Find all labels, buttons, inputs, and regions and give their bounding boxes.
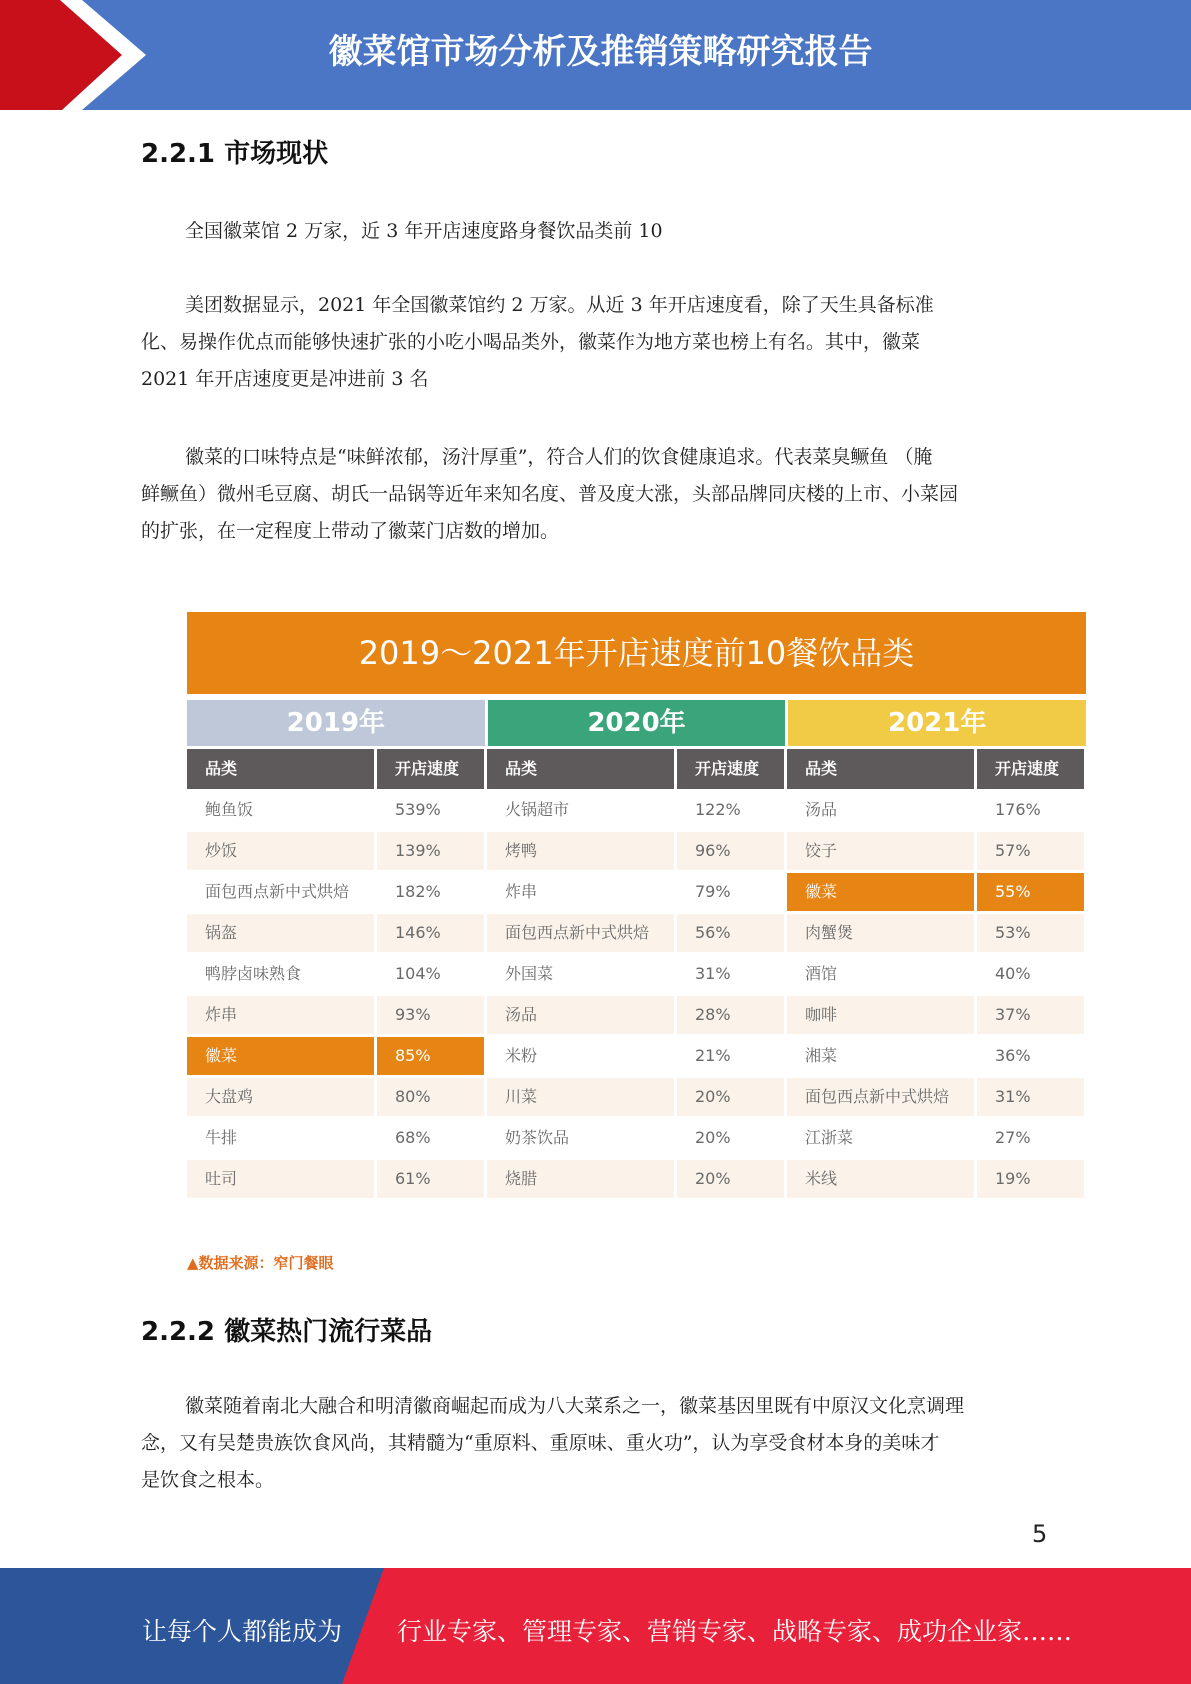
table-cell-speed: 93% [377, 996, 484, 1034]
table-cell-category: 吐司 [187, 1160, 374, 1198]
table-cell-speed: 27% [995, 1128, 1031, 1147]
table-cell-speed: 68% [395, 1128, 431, 1147]
ranking-table [187, 612, 1086, 1199]
table-cell-category: 炸串 [187, 996, 374, 1034]
data-source-note: ▲数据来源：窄门餐眼 [187, 1254, 334, 1272]
table-cell-speed: 19% [977, 1160, 1084, 1198]
table-cell-category: 咖啡 [787, 996, 974, 1034]
table-cell-category: 江浙菜 [805, 1128, 854, 1147]
footer-slogan-left: 让每个人都能成为 [142, 1617, 343, 1646]
table-row [187, 1118, 1086, 1158]
table-cell-category: 鲍鱼饭 [205, 800, 254, 819]
table-cell-speed: 61% [377, 1160, 484, 1198]
table-cell-speed: 146% [377, 914, 484, 952]
column-header-category: 品类 [787, 749, 974, 789]
table-cell-category: 米线 [787, 1160, 974, 1198]
table-row [187, 913, 1086, 953]
table-title: 2019～2021年开店速度前10餐饮品类 [187, 612, 1086, 694]
table-cell-category: 汤品 [805, 800, 838, 819]
year-2020: 2020年 [488, 700, 786, 746]
page-header [0, 0, 1191, 110]
text-line: 鲜鳜鱼）微州毛豆腐、胡氏一品锅等近年来知名度、普及度大涨，头部品牌同庆楼的上市、小菜园 [141, 483, 959, 505]
table-cell-speed: 122% [695, 800, 741, 819]
table-cell-category: 米粉 [505, 1046, 538, 1065]
text-line [141, 1388, 1056, 1425]
table-cell-category: 烤鸭 [487, 832, 674, 870]
year-2021: 2021年 [788, 700, 1086, 746]
table-cell-category: 肉蟹煲 [787, 914, 974, 952]
text-line: 2021 年开店速度更是冲进前 3 名 [141, 368, 429, 390]
table-cell-speed: 182% [395, 882, 441, 901]
table-cell-category: 炸串 [505, 882, 538, 901]
text-line-content: 徽菜随着南北大融合和明清徽商崛起而成为八大菜系之一，徽菜基因里既有中原汉文化烹调理 [185, 1395, 965, 1417]
table-cell-speed: 31% [695, 964, 731, 983]
table-cell-speed: 56% [677, 914, 784, 952]
table-cell-speed: 21% [695, 1046, 731, 1065]
table-cell-category: 酒馆 [805, 964, 838, 983]
table-cell-category: 川菜 [487, 1078, 674, 1116]
year-2019: 2019年 [187, 700, 485, 746]
table-cell-category: 面包西点新中式烘焙 [487, 914, 674, 952]
paragraph-cuisine-history [141, 1388, 1056, 1499]
table-row [187, 831, 1086, 871]
table-row [187, 954, 1086, 994]
text-line [141, 287, 1056, 324]
table-cell-speed: 36% [995, 1046, 1031, 1065]
column-header-category: 品类 [487, 749, 674, 789]
text-line-content: 美团数据显示，2021 年全国徽菜馆约 2 万家。从近 3 年开店速度看，除了天生具备标准 [185, 294, 934, 316]
table-cell-category: 湘菜 [805, 1046, 838, 1065]
table-cell-category: 奶茶饮品 [505, 1128, 570, 1147]
paragraph-meituan-data [141, 287, 1056, 398]
table-cell-speed: 176% [995, 800, 1041, 819]
table-cell-speed: 96% [677, 832, 784, 870]
text-line: 是饮食之根本。 [141, 1469, 275, 1491]
table-cell-speed: 80% [377, 1078, 484, 1116]
report-title: 徽菜馆市场分析及推销策略研究报告 [328, 32, 873, 72]
table-body [187, 790, 1086, 1199]
text-line: 化、易操作优点而能够快速扩张的小吃小喝品类外，徽菜作为地方菜也榜上有名。其中，徽菜 [141, 331, 921, 353]
table-cell-speed: 37% [977, 996, 1084, 1034]
table-cell-category: 徽菜 [787, 873, 974, 911]
column-header-row [187, 749, 1086, 789]
table-cell-category: 饺子 [787, 832, 974, 870]
text-line: 的扩张，在一定程度上带动了徽菜门店数的增加。 [141, 520, 560, 542]
section-heading-market-status: 2.2.1 市场现状 [141, 139, 329, 169]
table-cell-category: 鸭脖卤味熟食 [205, 964, 302, 983]
table-row [187, 995, 1086, 1035]
text-line-content: 徽菜的口味特点是“味鲜浓郁，汤汁厚重”，符合人们的饮食健康追求。代表菜臭鳜鱼 （腌 [185, 446, 933, 468]
table-cell-speed: 40% [995, 964, 1031, 983]
table-cell-speed: 539% [395, 800, 441, 819]
table-row [187, 872, 1086, 912]
year-header-row [187, 700, 1086, 746]
column-header-speed: 开店速度 [677, 749, 784, 789]
table-cell-category: 面包西点新中式烘焙 [205, 882, 350, 901]
table-cell-speed: 20% [695, 1128, 731, 1147]
column-header-speed: 开店速度 [377, 749, 484, 789]
table-cell-category: 面包西点新中式烘焙 [787, 1078, 974, 1116]
table-cell-speed: 31% [977, 1078, 1084, 1116]
table-cell-category: 烧腊 [487, 1160, 674, 1198]
paragraph-summary-text: 全国徽菜馆 2 万家，近 3 年开店速度路身餐饮品类前 10 [185, 220, 663, 242]
table-cell-speed: 55% [977, 873, 1084, 911]
table-cell-speed: 85% [377, 1037, 484, 1075]
table-cell-speed: 53% [977, 914, 1084, 952]
table-row [187, 1159, 1086, 1199]
column-header-category: 品类 [187, 749, 374, 789]
table-cell-category: 外国菜 [505, 964, 554, 983]
table-cell-category: 牛排 [205, 1128, 238, 1147]
table-cell-category: 火锅超市 [505, 800, 570, 819]
column-header-speed: 开店速度 [977, 749, 1084, 789]
paragraph-summary [141, 213, 1056, 250]
table-cell-speed: 79% [695, 882, 731, 901]
table-row [187, 1036, 1086, 1076]
table-cell-speed: 104% [395, 964, 441, 983]
table-cell-category: 锅盔 [187, 914, 374, 952]
text-line [141, 439, 1056, 476]
table-cell-speed: 28% [677, 996, 784, 1034]
table-cell-category: 大盘鸡 [187, 1078, 374, 1116]
section-heading-popular-dishes: 2.2.2 徽菜热门流行菜品 [141, 1317, 433, 1347]
table-row [187, 1077, 1086, 1117]
table-cell-category: 徽菜 [187, 1037, 374, 1075]
table-cell-category: 汤品 [487, 996, 674, 1034]
table-cell-category: 炒饭 [187, 832, 374, 870]
table-cell-speed: 20% [677, 1160, 784, 1198]
table-cell-speed: 57% [977, 832, 1084, 870]
footer-slogan-right: 行业专家、管理专家、营销专家、战略专家、成功企业家…… [397, 1617, 1073, 1646]
text-line: 念，又有吴楚贵族饮食风尚，其精髓为“重原料、重原味、重火功”，认为享受食材本身的美味才 [141, 1432, 940, 1454]
paragraph-flavor [141, 439, 1056, 550]
table-row [187, 790, 1086, 830]
table-cell-speed: 20% [677, 1078, 784, 1116]
page-number: 5 [1032, 1520, 1048, 1548]
table-cell-speed: 139% [377, 832, 484, 870]
